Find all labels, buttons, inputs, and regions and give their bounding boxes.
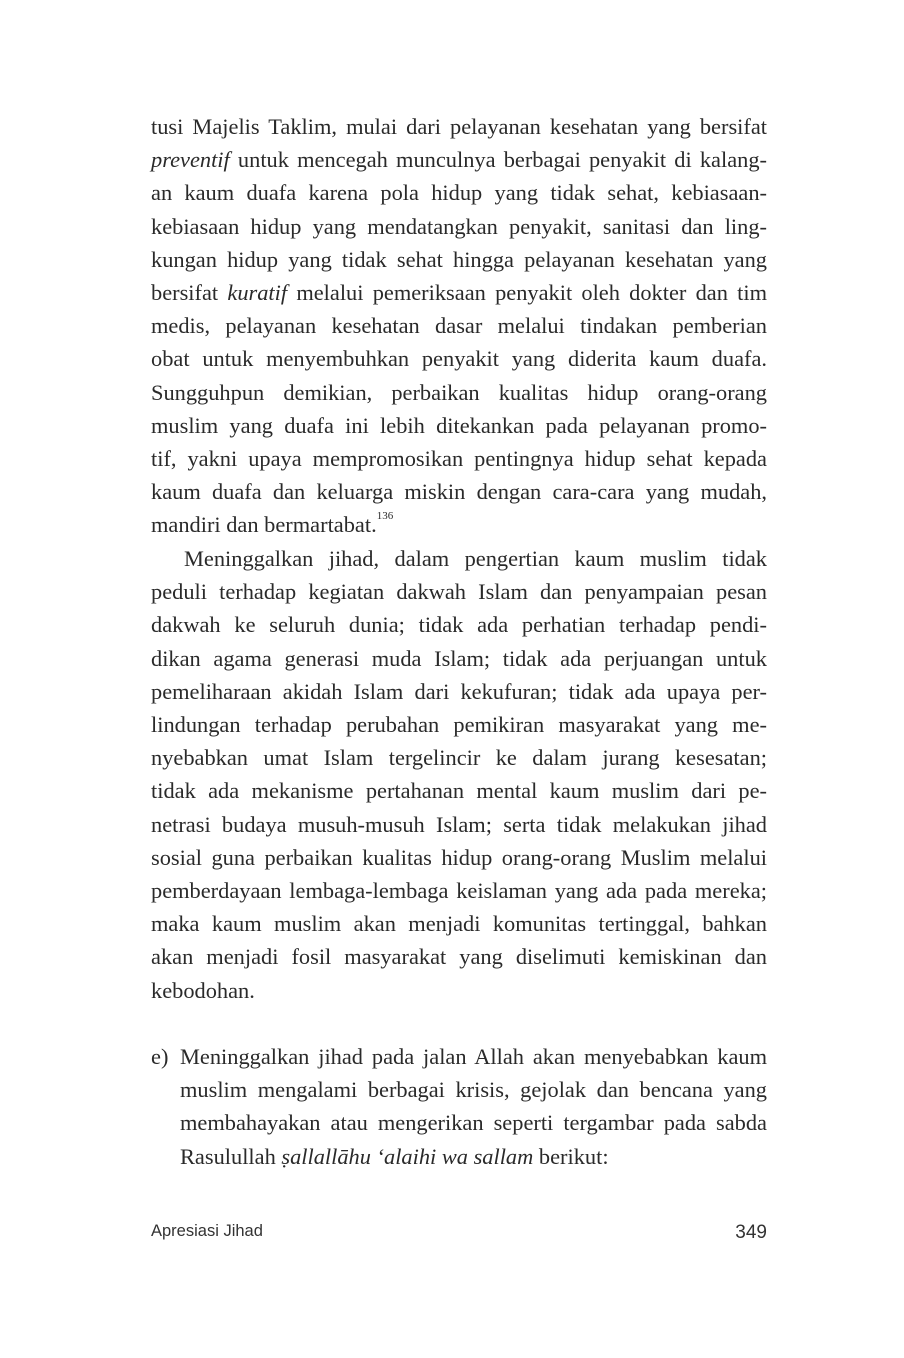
- text-line: muslim mengalami berbagai krisis, gejolak dan bencana yang: [180, 1077, 767, 1103]
- italic-term-kuratif: kuratif: [227, 280, 288, 306]
- text-line: preventif untuk mencegah munculnya berbagai penyakit di kalang-: [151, 147, 767, 173]
- text-line: dikan agama generasi muda Islam; tidak ada perjuangan untuk: [151, 645, 767, 671]
- text-line: pemeliharaan akidah Islam dari kekufuran; tidak ada upaya per-: [151, 678, 767, 704]
- text-line: Rasulullah ṣallallāhu ‘alaihi wa sallam berikut:: [180, 1143, 609, 1169]
- text-line: medis, pelayanan kesehatan dasar melalui tindakan pemberian: [151, 313, 767, 339]
- text-line: muslim yang duafa ini lebih ditekankan pada pelayanan promo-: [151, 412, 767, 438]
- text-line: tidak ada mekanisme pertahanan mental kaum muslim dari pe-: [151, 778, 767, 804]
- text-line: kebiasaan hidup yang mendatangkan penyakit, sanitasi dan ling-: [151, 213, 767, 239]
- text-line: kebodohan.: [151, 977, 255, 1003]
- text-line: maka kaum muslim akan menjadi komunitas tertinggal, bahkan: [151, 911, 767, 937]
- paragraph-continuation: [151, 110, 767, 542]
- text-line: kaum duafa dan keluarga miskin dengan cara-cara yang mudah,: [151, 479, 767, 505]
- text-line: akan menjadi fosil masyarakat yang diselimuti kemiskinan dan: [151, 944, 767, 970]
- text-line: Meninggalkan jihad, dalam pengertian kaum muslim tidak: [184, 546, 767, 571]
- text-line: dakwah ke seluruh dunia; tidak ada perhatian terhadap pendi-: [151, 612, 767, 638]
- text-line: an kaum duafa karena pola hidup yang tidak sehat, kebiasaan-: [151, 180, 767, 206]
- list-marker: e): [151, 1044, 169, 1069]
- text-line: kungan hidup yang tidak sehat hingga pelayanan kesehatan yang: [151, 246, 767, 272]
- text-line: tif, yakni upaya mempromosikan pentingnya hidup sehat kepada: [151, 446, 767, 472]
- list-item-body: [180, 1040, 767, 1173]
- text-line: Sungguhpun demikian, perbaikan kualitas hidup orang-orang: [151, 379, 767, 405]
- running-title: Apresiasi Jihad: [151, 1222, 263, 1240]
- text-line: Meninggalkan jihad pada jalan Allah akan menyebabkan kaum: [180, 1044, 767, 1069]
- paragraph-meninggalkan-jihad: [151, 542, 767, 1007]
- text-line: peduli terhadap kegiatan dakwah Islam dan penyampaian pesan: [151, 579, 767, 605]
- text-line: mandiri dan bermartabat.$^{136}$: [151, 510, 394, 538]
- italic-honorific: ṣallallāhu ‘alaihi wa sallam: [281, 1143, 534, 1169]
- text-line: pemberdayaan lembaga-lembaga keislaman yang ada pada mereka;: [151, 878, 767, 904]
- text-line: nyebabkan umat Islam tergelincir ke dalam jurang kesesatan;: [151, 745, 767, 771]
- text-line: netrasi budaya musuh-musuh Islam; serta tidak melakukan jihad: [151, 811, 767, 837]
- page-number: 349: [735, 1222, 767, 1243]
- text-line: sosial guna perbaikan kualitas hidup orang-orang Muslim melalui: [151, 844, 767, 870]
- text-line: bersifat kuratif melalui pemeriksaan penyakit oleh dokter dan tim: [151, 280, 767, 306]
- footnote-reference[interactable]: 136: [376, 510, 394, 523]
- italic-term-preventif: preventif: [151, 147, 230, 173]
- text-line: obat untuk menyembuhkan penyakit yang diderita kaum duafa.: [151, 346, 767, 372]
- text-line: tusi Majelis Taklim, mulai dari pelayanan kesehatan yang bersifat: [151, 114, 767, 139]
- text-line: membahayakan atau mengerikan seperti tergambar pada sabda: [180, 1110, 767, 1136]
- text-line: lindungan terhadap perubahan pemikiran masyarakat yang me-: [151, 712, 767, 738]
